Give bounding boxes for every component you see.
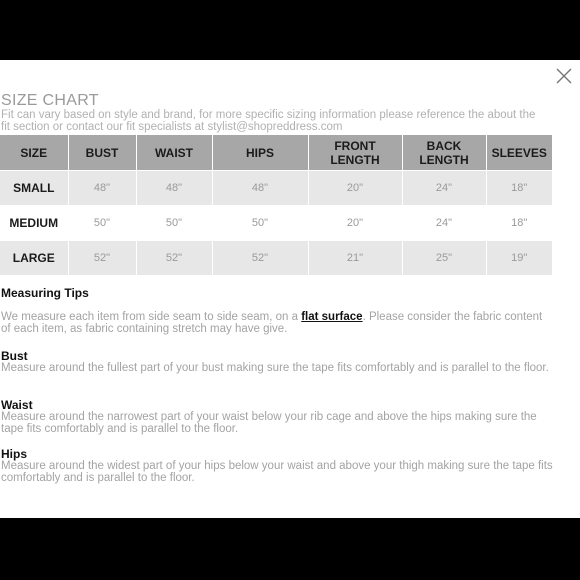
waist-text: Measure around the narrowest part of your waist below your rib cage and above the hips making sure the tape fits comfortably and is parallel to the floor. xyxy=(1,411,537,435)
table-header-row xyxy=(0,135,552,171)
measuring-tips-intro xyxy=(1,311,551,335)
intro-text-cont: . Please consider the fabric content of each item, as fabric containing stretch may have give. xyxy=(1,311,543,335)
table-cell: 48" xyxy=(136,171,212,206)
table-cell: 19" xyxy=(486,241,552,276)
table-cell: 52" xyxy=(136,241,212,276)
table-cell: 20" xyxy=(308,206,402,241)
table-cell: 50" xyxy=(68,206,136,241)
table-cell: 20" xyxy=(308,171,402,206)
table-row xyxy=(0,171,552,206)
waist-heading: Waist xyxy=(1,398,33,412)
table-cell: 21" xyxy=(308,241,402,276)
table-cell: 52" xyxy=(68,241,136,276)
table-cell: 52" xyxy=(212,241,308,276)
header-back-length: BACK LENGTH xyxy=(402,135,486,171)
size-chart-table xyxy=(0,135,552,275)
table-cell: 48" xyxy=(212,171,308,206)
table-row xyxy=(0,241,552,276)
header-waist: WAIST xyxy=(136,135,212,171)
header-bust: BUST xyxy=(68,135,136,171)
size-chart-title: SIZE CHART xyxy=(1,92,99,109)
measuring-tips-heading: Measuring Tips xyxy=(1,286,89,300)
size-chart-subtitle: Fit can vary based on style and brand, for more specific sizing information please reference the about the fit section or contact our fit specialists at stylist@shopreddress.com xyxy=(1,109,536,133)
table-cell: 24" xyxy=(402,206,486,241)
size-chart-modal xyxy=(0,60,580,518)
bust-heading: Bust xyxy=(1,349,28,363)
row-size-label: MEDIUM xyxy=(0,206,68,241)
table-cell: 48" xyxy=(68,171,136,206)
table-row xyxy=(0,206,552,241)
table-cell: 25" xyxy=(402,241,486,276)
table-cell: 50" xyxy=(212,206,308,241)
row-size-label: LARGE xyxy=(0,241,68,276)
header-hips: HIPS xyxy=(212,135,308,171)
table-cell: 24" xyxy=(402,171,486,206)
hips-text: Measure around the widest part of your hips below your waist and above your thigh making sure the tape fits comfortably and is parallel to the floor. xyxy=(1,460,553,484)
table-cell: 18" xyxy=(486,171,552,206)
flat-surface-emphasis: flat surface xyxy=(301,311,363,323)
close-icon[interactable] xyxy=(555,67,573,85)
table-cell: 50" xyxy=(136,206,212,241)
header-sleeves: SLEEVES xyxy=(486,135,552,171)
header-size: SIZE xyxy=(0,135,68,171)
intro-text: We measure each item from side seam to side seam, on a xyxy=(1,311,302,323)
bust-text: Measure around the fullest part of your bust making sure the tape fits comfortably and is parallel to the floor. xyxy=(1,362,549,374)
table-cell: 18" xyxy=(486,206,552,241)
row-size-label: SMALL xyxy=(0,171,68,206)
header-front-length: FRONT LENGTH xyxy=(308,135,402,171)
hips-heading: Hips xyxy=(1,447,28,461)
